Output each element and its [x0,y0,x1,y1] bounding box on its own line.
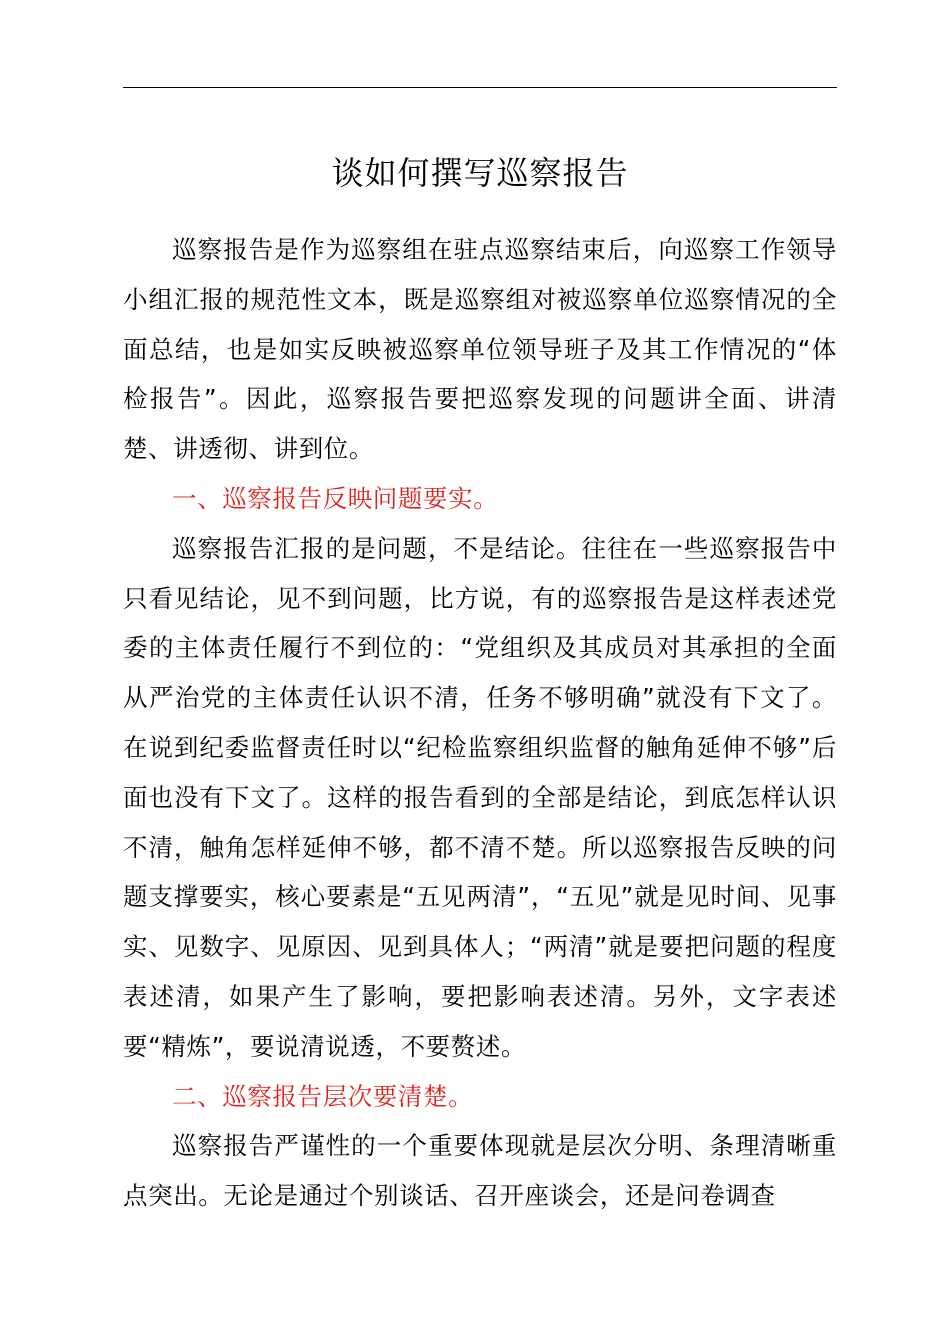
section-2-paragraph: 巡察报告严谨性的一个重要体现就是层次分明、条理清晰重点突出。无论是通过个别谈话、召开座谈会，还是问卷调查 [123,1131,837,1211]
section-1-paragraph: 巡察报告汇报的是问题，不是结论。往往在一些巡察报告中只看见结论，见不到问题，比方说，有的巡察报告是这样表述党委的主体责任履行不到位的：“党组织及其成员对其承担的全面从严治党的主体责任认识不清，任务不够明确”就没有下文了。在说到纪委监督责任时以“纪检监察组织监督的触角延伸不够”后面也没有下文了。这样的报告看到的全部是结论，到底怎样认识不清，触角怎样延伸不够，都不清不楚。所以巡察报告反映的问题支撑要实，核心要素是“五见两清”，“五见”就是见时间、见事实、见数字、见原因、见到具体人；“两清”就是要把问题的程度表述清，如果产生了影响，要把影响表述清。另外，文字表述要“精炼”，要说清说透，不要赘述。 [123,533,837,1061]
section-heading-2: 二、巡察报告层次要清楚。 [172,1081,474,1111]
intro-paragraph: 巡察报告是作为巡察组在驻点巡察结束后，向巡察工作领导小组汇报的规范性文本，既是巡察组对被巡察单位巡察情况的全面总结，也是如实反映被巡察单位领导班子及其工作情况的“体检报告”。因此，巡察报告要把巡察发现的问题讲全面、讲清楚、讲透彻、讲到位。 [123,235,837,464]
section-heading-1: 一、巡察报告反映问题要实。 [172,483,499,513]
header-rule [123,87,837,88]
document-title: 谈如何撰写巡察报告 [331,154,629,192]
document-body [123,225,837,1221]
